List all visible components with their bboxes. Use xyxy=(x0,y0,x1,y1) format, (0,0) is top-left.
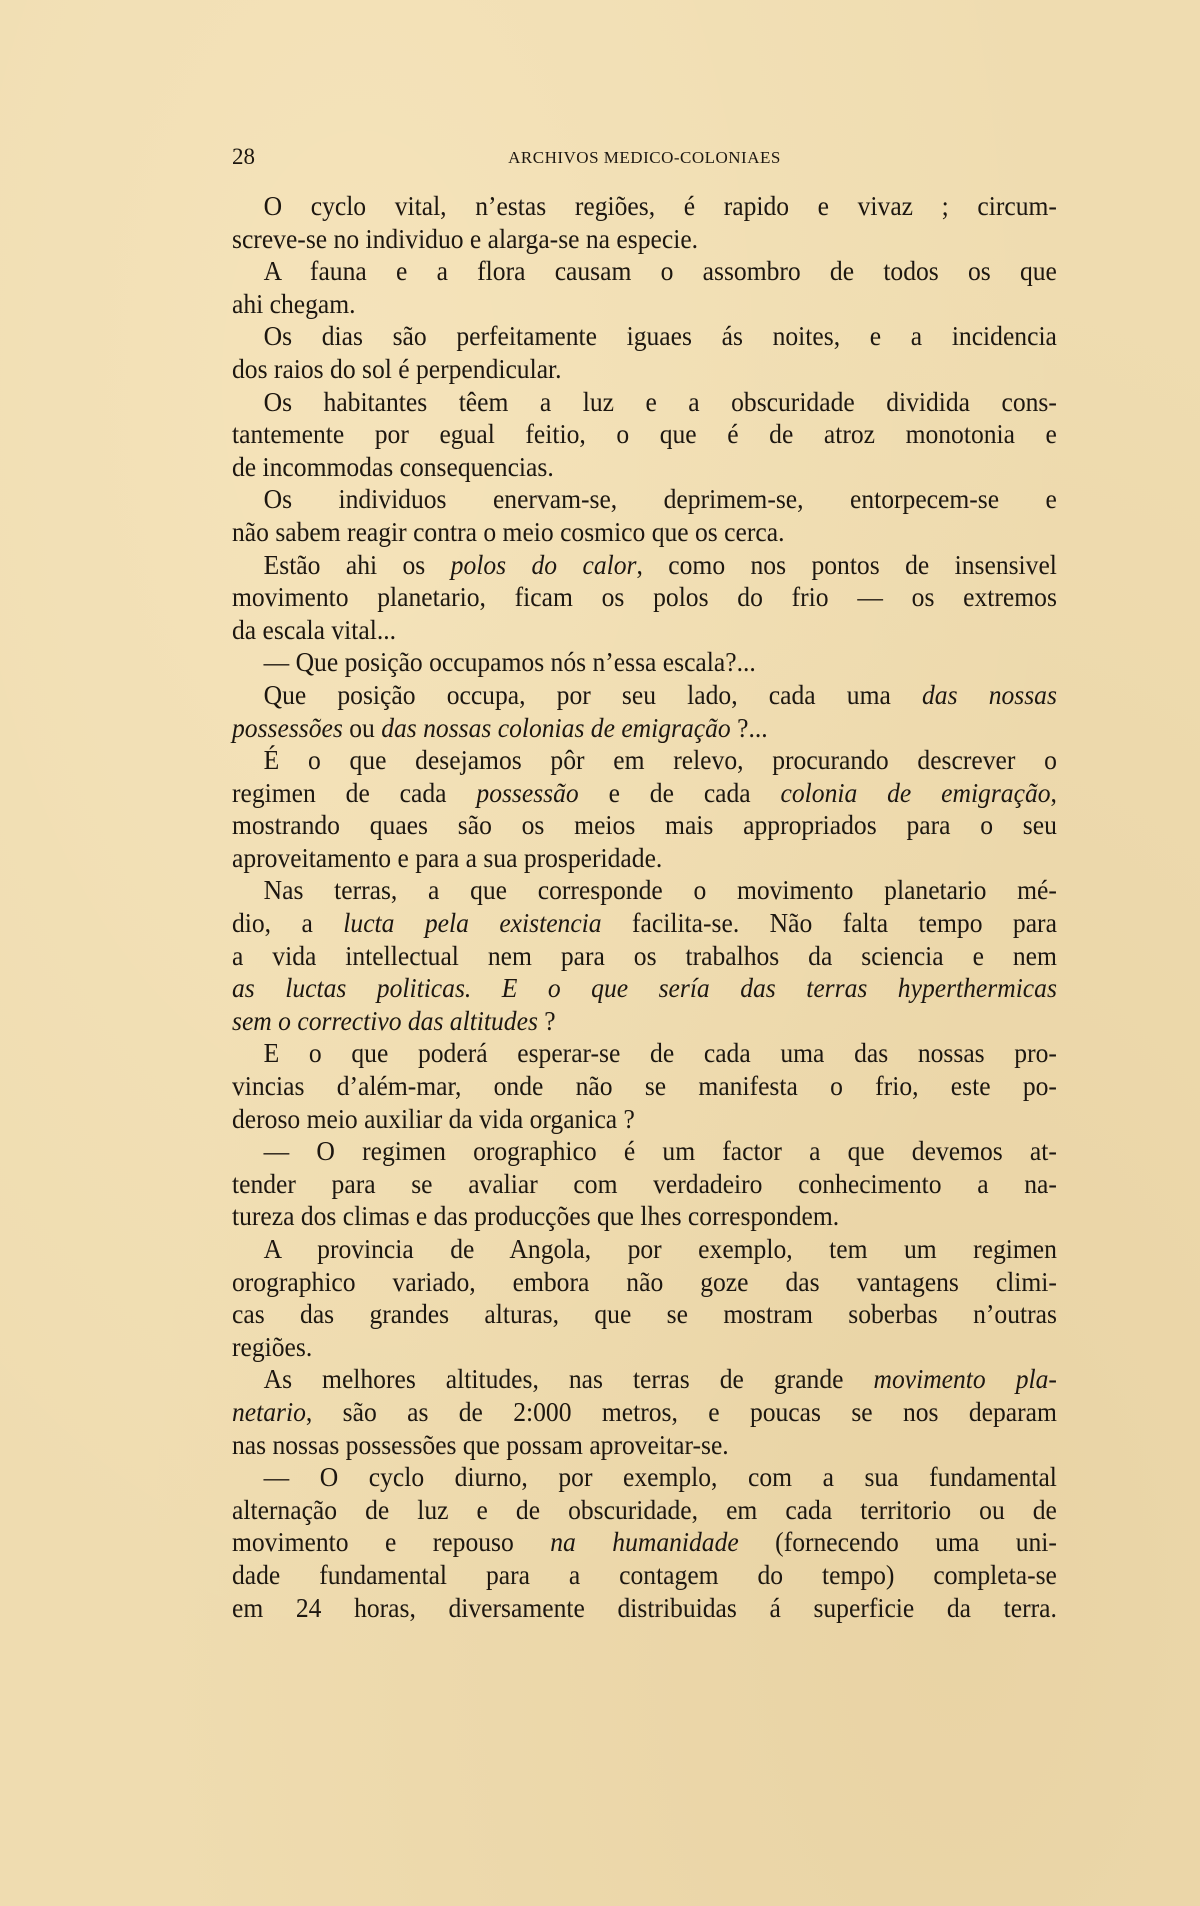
italic-text: das nossas xyxy=(922,678,1057,710)
text-segment: ou xyxy=(342,711,382,743)
text-line xyxy=(232,1526,1057,1559)
text-segment: e de cada xyxy=(578,776,781,808)
italic-text: as luctas politicas. E o que sería das terras hyperthermicas xyxy=(232,972,1057,1004)
text-segment: Os individuos enervam-se, deprimem-se, entorpecem-se e xyxy=(263,483,1057,515)
text-line xyxy=(232,874,1057,907)
text-line xyxy=(232,1494,1057,1527)
text-line xyxy=(232,907,1057,940)
text-line xyxy=(232,418,1057,451)
text-segment: regimen de cada xyxy=(232,776,477,808)
text-line xyxy=(232,1103,1057,1136)
text-segment: — O regimen orographico é um factor a que devemos at- xyxy=(263,1135,1057,1167)
text-line xyxy=(232,516,1057,549)
text-line xyxy=(232,581,1057,614)
text-segment: da escala vital... xyxy=(232,613,397,645)
text-line xyxy=(232,288,1057,321)
running-title: ARCHIVOS MEDICO-COLONIAES xyxy=(508,148,781,167)
text-line xyxy=(232,549,1057,582)
text-segment: — Que posição occupamos nós n’essa escala?... xyxy=(263,646,756,678)
text-line xyxy=(232,451,1057,484)
text-segment: dade fundamental para a contagem do tempo) completa-se xyxy=(232,1558,1057,1590)
text-line xyxy=(232,255,1057,288)
italic-text: lucta pela existencia xyxy=(343,907,602,939)
text-line xyxy=(232,386,1057,419)
text-line xyxy=(232,712,1057,745)
text-line xyxy=(232,1037,1057,1070)
italic-text: na humanidade xyxy=(550,1526,739,1558)
text-line xyxy=(232,744,1057,777)
text-line xyxy=(232,483,1057,516)
text-line xyxy=(232,1331,1057,1364)
text-segment: nas nossas possessões que possam aproveitar-se. xyxy=(232,1428,729,1460)
italic-text: netario xyxy=(232,1395,306,1427)
text-segment: , são as de 2:000 metros, e poucas se nos deparam xyxy=(305,1395,1057,1427)
text-segment: tender para se avaliar com verdadeiro conhecimento a na- xyxy=(232,1167,1057,1199)
text-segment: , xyxy=(1050,776,1057,808)
text-line xyxy=(232,1429,1057,1462)
text-line xyxy=(232,679,1057,712)
text-segment: vincias d’além-mar, onde não se manifesta o frio, este po- xyxy=(232,1070,1057,1102)
text-segment: Estão ahi os xyxy=(263,548,451,580)
page-number: 28 xyxy=(232,144,255,169)
text-line xyxy=(232,940,1057,973)
text-line xyxy=(232,842,1057,875)
text-line xyxy=(232,972,1057,1005)
text-segment: ? xyxy=(537,1004,556,1036)
text-segment: screve-se no individuo e alarga-se na especie. xyxy=(232,222,699,254)
text-line xyxy=(232,1559,1057,1592)
italic-text: possessões xyxy=(232,711,343,743)
text-line xyxy=(232,1266,1057,1299)
italic-text: colonia de emigração xyxy=(780,776,1051,808)
text-segment: de incommodas consequencias. xyxy=(232,450,554,482)
text-line xyxy=(232,1363,1057,1396)
text-segment: Nas terras, a que corresponde o movimento planetario mé- xyxy=(263,874,1057,906)
text-segment: , como nos pontos de insensivel xyxy=(636,548,1057,580)
italic-text: polos do calor xyxy=(450,548,637,580)
text-line xyxy=(232,223,1057,256)
text-segment: aproveitamento e para a sua prosperidade. xyxy=(232,841,663,873)
text-segment: Os habitantes têem a luz e a obscuridade dividida cons- xyxy=(263,385,1057,417)
text-line xyxy=(232,1005,1057,1038)
text-segment: cas das grandes alturas, que se mostram soberbas n’outras xyxy=(232,1298,1057,1330)
text-segment: As melhores altitudes, nas terras de grande xyxy=(263,1363,874,1395)
text-line xyxy=(232,1168,1057,1201)
text-segment: A fauna e a flora causam o assombro de todos os que xyxy=(263,255,1057,287)
text-line xyxy=(232,1592,1057,1625)
italic-text: movimento pla- xyxy=(873,1363,1057,1395)
text-line xyxy=(232,190,1057,223)
text-line xyxy=(232,809,1057,842)
text-line xyxy=(232,320,1057,353)
text-segment: tureza dos climas e das producções que lhes correspondem. xyxy=(232,1200,840,1232)
text-segment: O cyclo vital, n’estas regiões, é rapido e vivaz ; circum- xyxy=(263,190,1057,221)
italic-text: das nossas colonias de emigração xyxy=(381,711,731,743)
text-segment: — O cyclo diurno, por exemplo, com a sua fundamental xyxy=(263,1461,1057,1493)
text-line xyxy=(232,1070,1057,1103)
text-segment: A provincia de Angola, por exemplo, tem um regimen xyxy=(263,1233,1057,1264)
text-segment: (fornecendo uma uni- xyxy=(738,1526,1057,1558)
text-segment: ?... xyxy=(730,711,768,743)
italic-text: possessão xyxy=(476,776,579,808)
text-line xyxy=(232,1233,1057,1266)
text-line xyxy=(232,1461,1057,1494)
text-segment: ahi chegam. xyxy=(232,287,356,319)
text-segment: não sabem reagir contra o meio cosmico que os cerca. xyxy=(232,515,785,547)
text-segment: Que posição occupa, por seu lado, cada uma xyxy=(263,678,923,710)
text-line xyxy=(232,1298,1057,1331)
text-segment: movimento planetario, ficam os polos do frio — os extremos xyxy=(232,581,1057,613)
text-line xyxy=(232,353,1057,386)
text-segment: deroso meio auxiliar da vida organica ? xyxy=(232,1102,635,1134)
text-segment: Os dias são perfeitamente iguaes ás noites, e a incidencia xyxy=(263,320,1057,352)
text-segment: dos raios do sol é perpendicular. xyxy=(232,352,562,384)
text-line xyxy=(232,1396,1057,1429)
text-segment: movimento e repouso xyxy=(232,1526,551,1558)
text-segment: a vida intellectual nem para os trabalhos da sciencia e nem xyxy=(232,939,1057,971)
text-segment: alternação de luz e de obscuridade, em cada territorio ou de xyxy=(232,1493,1057,1525)
text-segment: É o que desejamos pôr em relevo, procurando descrever o xyxy=(263,744,1057,776)
text-segment: facilita-se. Não falta tempo para xyxy=(601,907,1057,939)
text-segment: orographico variado, embora não goze das vantagens climi- xyxy=(232,1265,1057,1297)
text-segment: E o que poderá esperar-se de cada uma das nossas pro- xyxy=(263,1037,1057,1069)
text-segment: em 24 horas, diversamente distribuidas á superficie da terra. xyxy=(232,1591,1057,1623)
text-segment: mostrando quaes são os meios mais appropriados para o seu xyxy=(232,809,1057,841)
text-segment: tantemente por egual feitio, o que é de atroz monotonia e xyxy=(232,418,1057,450)
text-line xyxy=(232,1135,1057,1168)
text-segment: dio, a xyxy=(232,907,344,939)
text-line xyxy=(232,777,1057,810)
text-line xyxy=(232,1200,1057,1233)
text-line xyxy=(232,646,1057,679)
body-text xyxy=(232,190,1057,1624)
text-segment: regiões. xyxy=(232,1330,313,1362)
italic-text: sem o correctivo das altitudes xyxy=(232,1004,538,1036)
text-line xyxy=(232,614,1057,647)
